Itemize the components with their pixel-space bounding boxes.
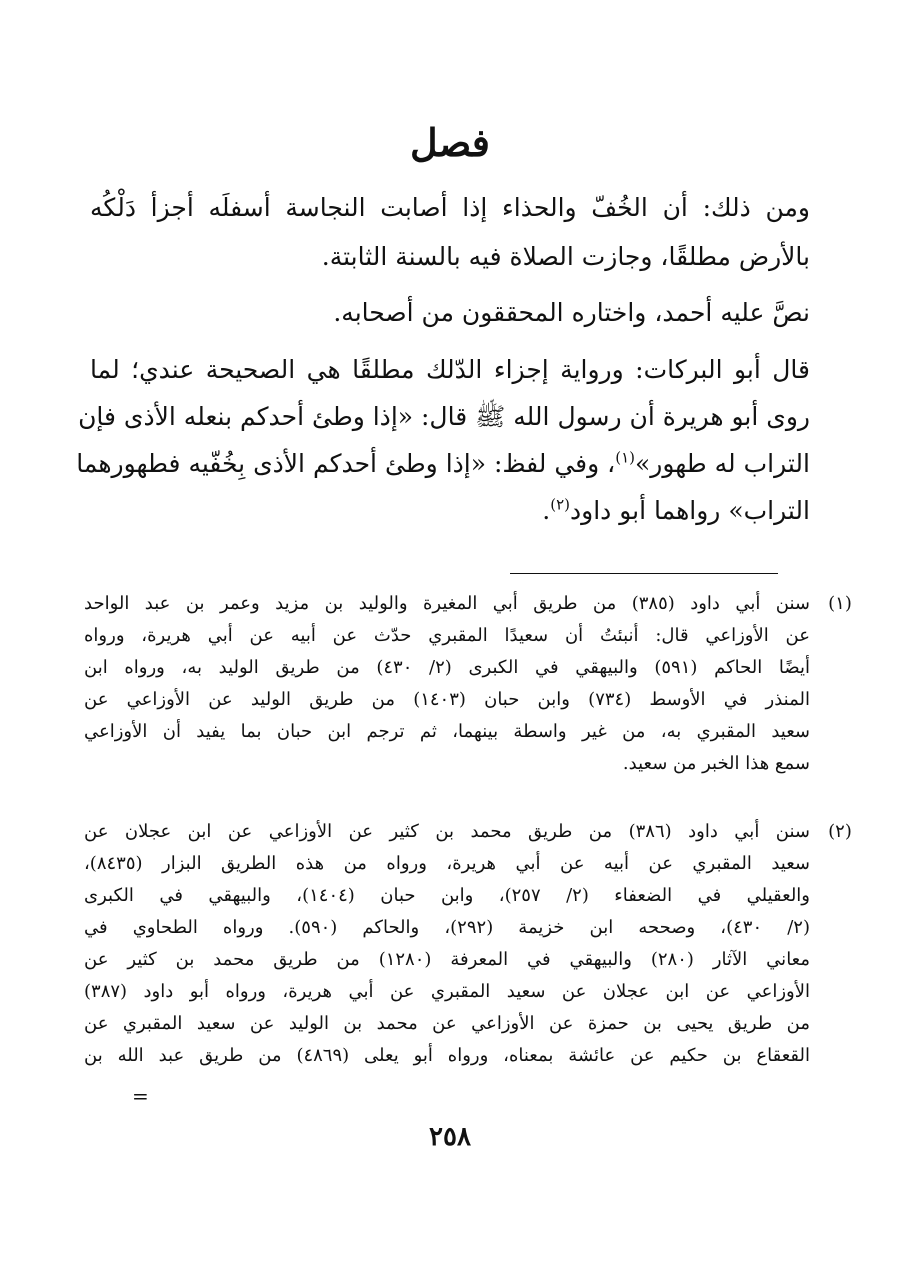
main-text-line: نصَّ عليه أحمد، واختاره المحققون من أصحابه.: [333, 298, 810, 327]
footnote-line: سنن أبي داود (٣٨٦) من طريق محمد بن كثير عن الأوزاعي عن ابن عجلان عن: [84, 821, 810, 842]
footnote-line: معاني الآثار (٢٨٠) والبيهقي في المعرفة (١٢٨٠) من طريق محمد بن كثير عن: [84, 949, 810, 970]
footnote-line: المنذر في الأوسط (٧٣٤) وابن حبان (١٤٠٣) من طريق الوليد عن الأوزاعي عن: [84, 689, 810, 710]
footnote-1: [84, 588, 852, 780]
main-text-segment: .: [542, 496, 551, 525]
footnote-line: سعيد المقبري به، من غير واسطة بينهما، ثم ترجم ابن حبان بما يفيد أن الأوزاعي: [84, 721, 810, 742]
main-text-line: ومن ذلك: أن الخُفّ والحذاء إذا أصابت النجاسة أسفلَه أجزأ دَلْكُه: [90, 193, 810, 222]
footnote-separator: [510, 573, 778, 574]
footnote-line: سمع هذا الخبر من سعيد.: [622, 753, 810, 774]
main-text-line: قال أبو البركات: ورواية إجزاء الدّلك مطلقًا هي الصحيحة عندي؛ لما: [90, 355, 810, 384]
footnote-line: أيضًا الحاكم (٥٩١) والبيهقي في الكبرى (٢/ ٤٣٠) من طريق الوليد به، ورواه ابن: [84, 657, 810, 678]
continuation-mark: =: [132, 1084, 149, 1108]
footnote-line: سعيد المقبري عن أبيه عن أبي هريرة، ورواه من هذه الطريق البزار (٨٤٣٥)،: [84, 853, 810, 874]
footnote-line: سنن أبي داود (٣٨٥) من طريق أبي المغيرة والوليد بن مزيد وعمر بن عبد الواحد: [84, 593, 810, 614]
footnote-line: الأوزاعي عن ابن عجلان عن سعيد المقبري عن أبي هريرة، ورواه أبو داود (٣٨٧): [84, 981, 810, 1002]
footnote-line: والعقيلي في الضعفاء (٢/ ٢٥٧)، وابن حبان (١٤٠٤)، والبيهقي في الكبرى: [84, 885, 810, 906]
main-text-line: [90, 491, 810, 531]
main-text-segment: التراب له طهور»: [635, 449, 810, 478]
main-text-segment: ، وفي لفظ: «إذا وطئ أحدكم الأذى بِخُفّيه فطهورهما: [76, 449, 616, 478]
footnote-2: [84, 816, 852, 1072]
footnote-ref-2: (٢): [550, 495, 571, 514]
footnote-number: (٢): [828, 821, 852, 842]
section-heading: فصل: [410, 120, 490, 165]
footnote-line: عن الأوزاعي قال: أنبئتُ أن سعيدًا المقبري حدّث عن أبيه عن أبي هريرة، ورواه: [84, 625, 810, 646]
footnote-line: (٢/ ٤٣٠)، وصححه ابن خزيمة (٢٩٢)، والحاكم (٥٩٠). ورواه الطحاوي في: [84, 917, 810, 938]
main-text-line: بالأرض مطلقًا، وجازت الصلاة فيه بالسنة الثابتة.: [321, 242, 810, 271]
footnote-line: القعقاع بن حكيم عن عائشة بمعناه، ورواه أبو يعلى (٤٨٦٩) من طريق عبد الله بن: [84, 1045, 810, 1066]
main-text-line: روى أبو هريرة أن رسول الله ﷺ قال: «إذا وطئ أحدكم بنعله الأذى فإن: [78, 402, 810, 431]
footnote-line: من طريق يحيى بن حمزة عن الأوزاعي عن محمد بن الوليد عن سعيد المقبري عن: [84, 1013, 810, 1034]
main-text-segment: التراب» رواهما أبو داود: [570, 496, 810, 525]
page-number: ٢٥٨: [429, 1122, 471, 1152]
footnote-number: (١): [828, 593, 852, 614]
footnote-ref-1: (١): [615, 448, 635, 467]
main-text-line: [76, 444, 810, 484]
